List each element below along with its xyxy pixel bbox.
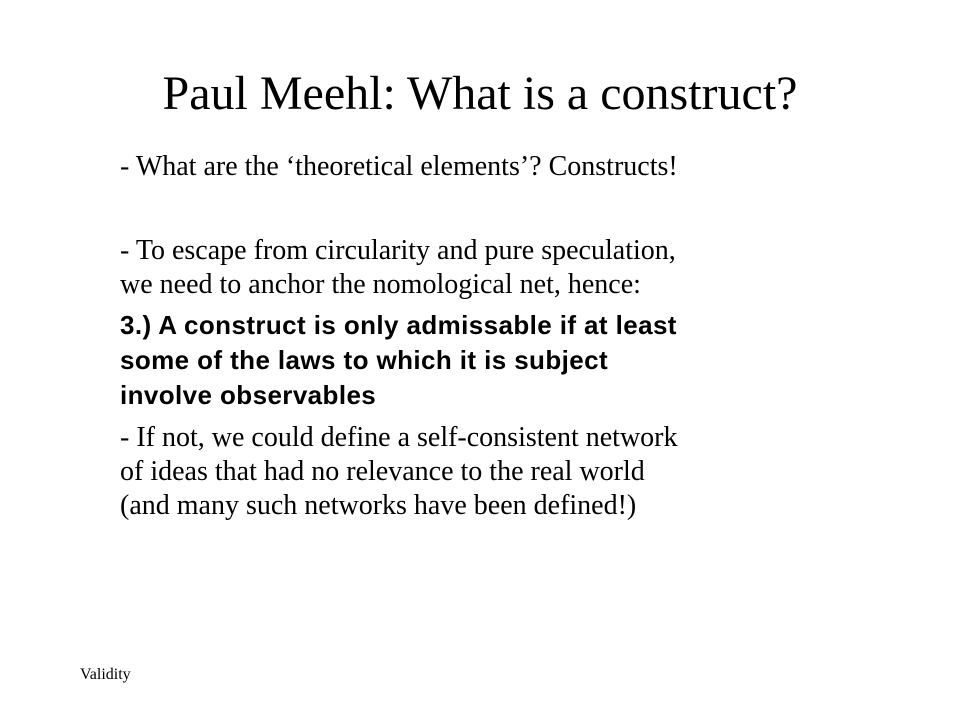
slide-body — [120, 150, 900, 523]
slide-title: Paul Meehl: What is a construct? — [162, 67, 798, 120]
paragraph-theoretical-elements — [120, 150, 900, 184]
paragraph-admissable-construct — [120, 308, 900, 413]
text-line: - To escape from circularity and pure speculation, — [120, 235, 676, 266]
text-line: - If not, we could define a self-consistent network — [120, 422, 678, 453]
text-line: we need to anchor the nomological net, hence: — [120, 269, 641, 300]
paragraph-self-consistent-network — [120, 421, 900, 523]
text-line: (and many such networks have been defined!) — [120, 490, 637, 521]
text-line: involve observables — [120, 380, 377, 410]
text-line: some of the laws to which it is subject — [120, 345, 609, 375]
text-line: 3.) A construct is only admissable if at least — [120, 310, 677, 340]
text-line: - What are the ‘theoretical elements’? Constructs! — [120, 151, 678, 182]
paragraph-escape-circularity — [120, 234, 900, 302]
text-line: of ideas that had no relevance to the real world — [120, 456, 645, 487]
slide-footer: Validity — [80, 666, 131, 683]
